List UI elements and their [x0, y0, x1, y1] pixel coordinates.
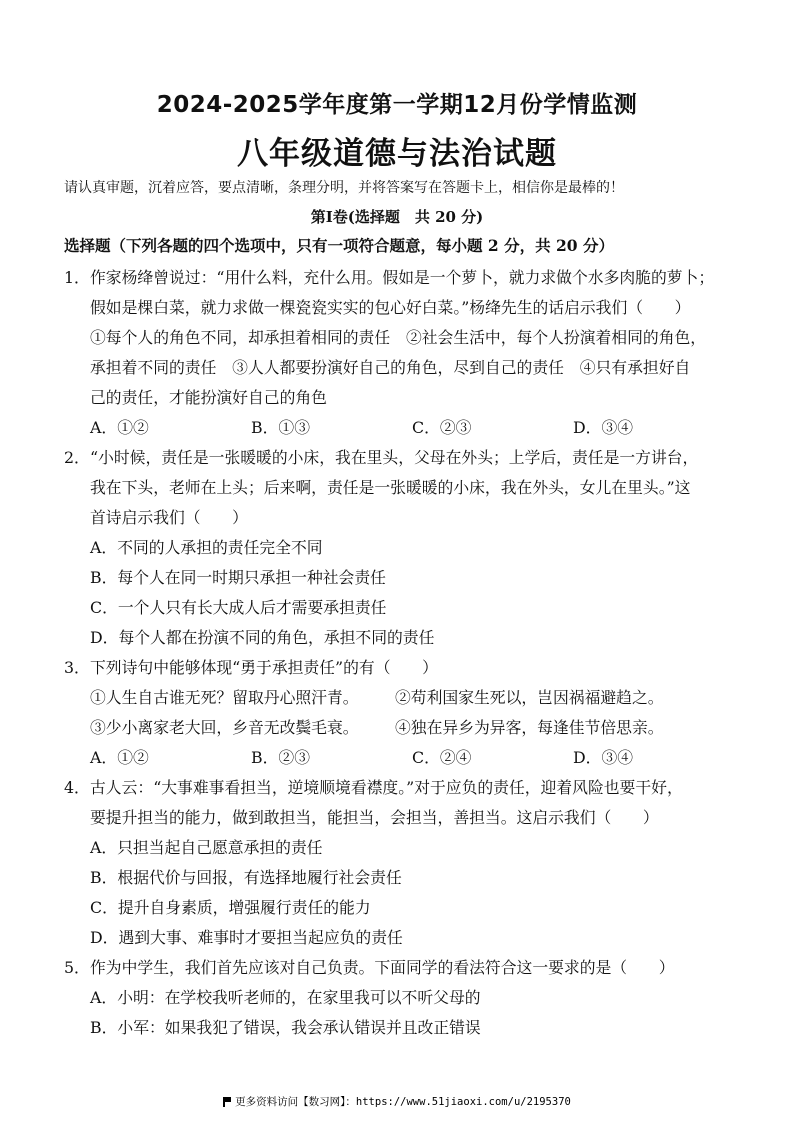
question-text-line: 古人云：“大事难事看担当，逆境顺境看襟度。”对于应负的责任，迎着风险也要干好，	[90, 778, 683, 797]
option-d: D．每个人都在扮演不同的角色，承担不同的责任	[90, 628, 435, 647]
question-5	[64, 953, 744, 1043]
question-text-line: 作为中学生，我们首先应该对自己负责。下面同学的看法符合这一要求的是（ ）	[90, 958, 675, 977]
option-b: B．①③	[251, 418, 310, 437]
option-a: A．只担当起自己愿意承担的责任	[90, 838, 323, 857]
statement-2: ②苟利国家生死以，岂因祸福避趋之。	[395, 688, 664, 707]
option-d: D．③④	[573, 418, 634, 437]
question-4	[64, 773, 744, 953]
options-row	[64, 743, 744, 773]
options-row	[64, 413, 744, 443]
section-instruction: 选择题（下列各题的四个选项中，只有一项符合题意，每小题 2 分，共 20 分）	[64, 236, 614, 255]
option-b: B．②③	[251, 748, 310, 767]
question-text-line: ①每个人的角色不同，却承担着相同的责任 ②社会生活中，每个人扮演着相同的角色，	[90, 328, 707, 347]
section-title: 第Ⅰ卷(选择题 共 20 分)	[310, 208, 484, 226]
footer-link[interactable]	[0, 1094, 794, 1109]
question-text-line: “小时候，责任是一张暖暖的小床，我在里头，父母在外头；上学后，责任是一方讲台，	[90, 448, 699, 467]
question-text-line: 下列诗句中能够体现“勇于承担责任”的有（ ）	[90, 658, 438, 677]
question-number: 1．	[64, 268, 90, 287]
exam-notice: 请认真审题，沉着应答，要点清晰，条理分明，并将答案写在答题卡上，相信你是最棒的！	[64, 180, 624, 196]
option-a: A．小明：在学校我听老师的，在家里我可以不听父母的	[90, 988, 481, 1007]
option-d: D．遇到大事、难事时才要担当起应负的责任	[90, 928, 403, 947]
option-b: B．每个人在同一时期只承担一种社会责任	[90, 568, 386, 587]
question-number: 5．	[64, 958, 90, 977]
exam-title-line2: 八年级道德与法治试题	[237, 136, 557, 172]
option-b: B．根据代价与回报，有选择地履行社会责任	[90, 868, 402, 887]
question-2	[64, 443, 744, 653]
question-text-line: 首诗启示我们（ ）	[90, 508, 248, 527]
statement-3: ③少小离家老大回，乡音无改鬓毛衰。	[90, 718, 359, 737]
statements-row	[64, 713, 744, 743]
question-text-line: 作家杨绛曾说过：“用什么料，充什么用。假如是一个萝卜，就力求做个水多肉脆的萝卜；	[90, 268, 715, 287]
option-b: B．小军：如果我犯了错误，我会承认错误并且改正错误	[90, 1018, 481, 1037]
exam-title-line1: 2024-2025学年度第一学期12月份学情监测	[156, 92, 638, 118]
flag-icon	[223, 1097, 231, 1106]
option-c: C．一个人只有长大成人后才需要承担责任	[90, 598, 387, 617]
statements-row	[64, 683, 744, 713]
option-d: D．③④	[573, 748, 634, 767]
option-c: C．②④	[412, 748, 472, 767]
questions-list	[64, 263, 744, 1043]
statement-1: ①人生自古谁无死？留取丹心照汗青。	[90, 688, 359, 707]
question-number: 2．	[64, 448, 90, 467]
question-3	[64, 653, 744, 773]
question-text-line: 我在下头，老师在上头；后来啊，责任是一张暖暖的小床，我在外头，女儿在里头。”这	[90, 478, 691, 497]
question-text-line: 承担着不同的责任 ③人人都要扮演好自己的角色，尽到自己的责任 ④只有承担好自	[90, 358, 691, 377]
option-a: A．①②	[90, 418, 149, 437]
question-text-line: 己的责任，才能扮演好自己的角色	[90, 388, 327, 407]
option-a: A．①②	[90, 748, 149, 767]
option-c: C．提升自身素质，增强履行责任的能力	[90, 898, 371, 917]
question-number: 4．	[64, 778, 90, 797]
footer-text[interactable]: 更多资料访问【数习网】：https://www.51jiaoxi.com/u/2195370	[235, 1096, 571, 1108]
question-1	[64, 263, 744, 443]
option-c: C．②③	[412, 418, 472, 437]
question-number: 3．	[64, 658, 90, 677]
question-text-line: 假如是棵白菜，就力求做一棵瓷瓷实实的包心好白菜。”杨绛先生的话启示我们（ ）	[90, 298, 691, 317]
statement-4: ④独在异乡为异客，每逢佳节倍思亲。	[395, 718, 664, 737]
question-text-line: 要提升担当的能力，做到敢担当，能担当，会担当，善担当。这启示我们（ ）	[90, 808, 659, 827]
option-a: A．不同的人承担的责任完全不同	[90, 538, 323, 557]
